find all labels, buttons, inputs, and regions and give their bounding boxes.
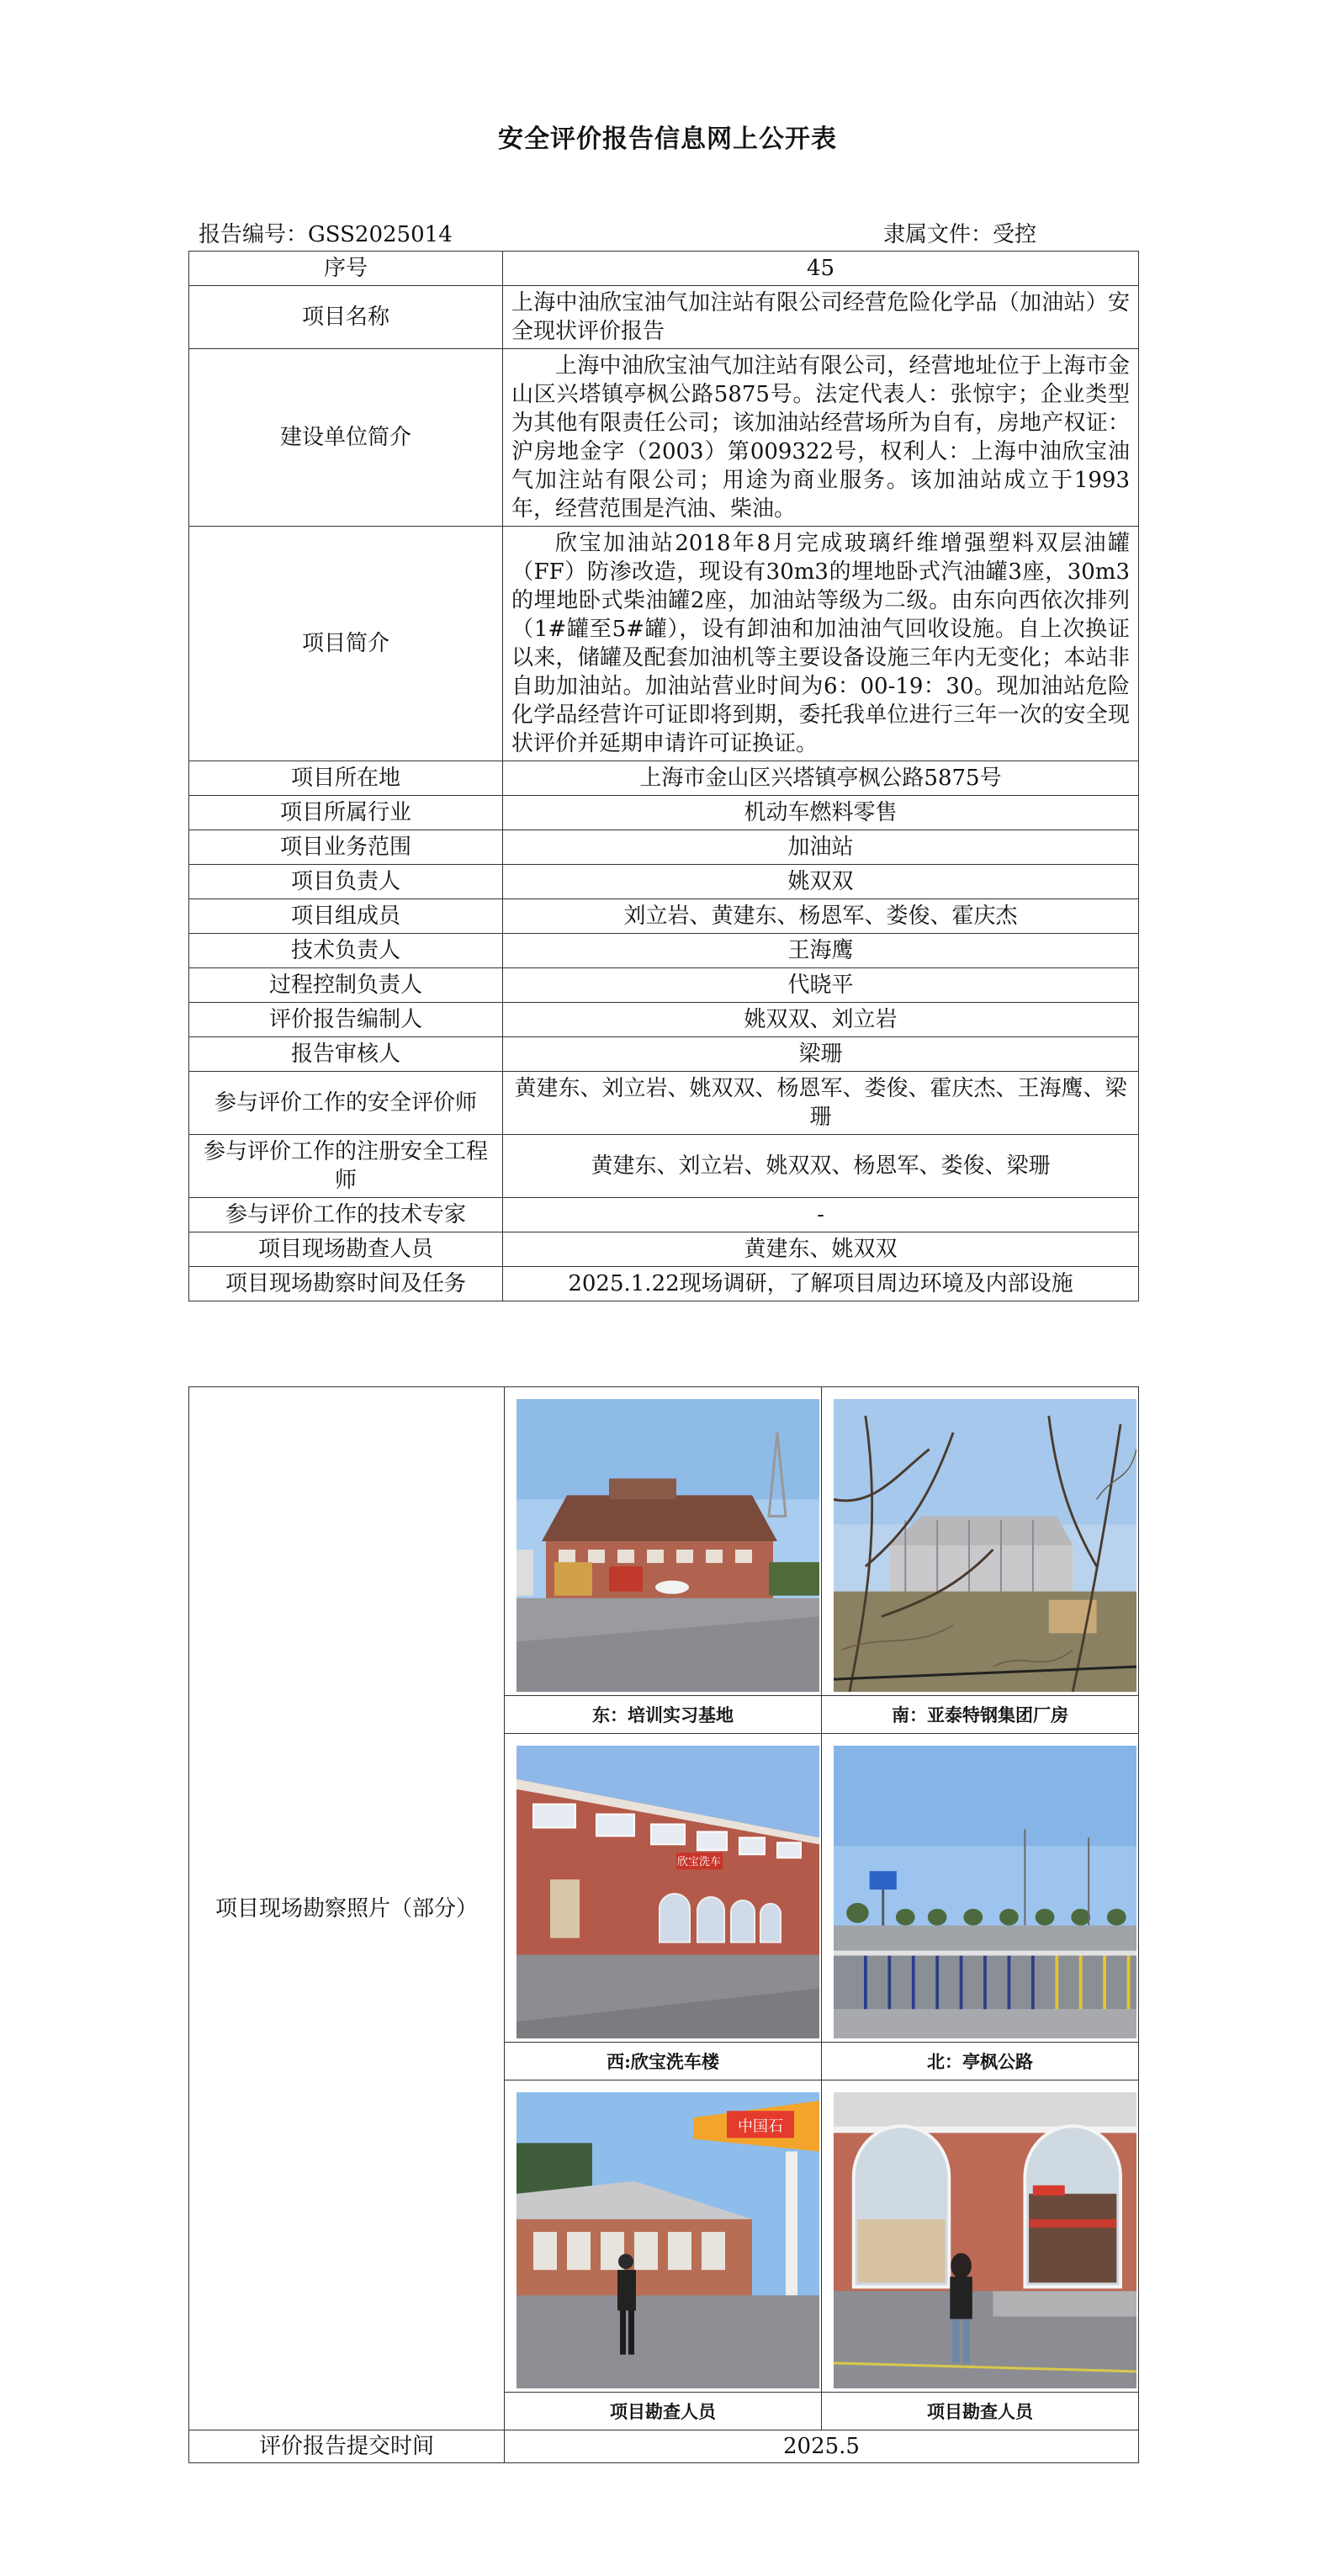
wash-sign-text: 欣宝洗车	[677, 1856, 721, 1869]
table-row	[189, 899, 1139, 934]
photo-table	[188, 1386, 1139, 2463]
photo-west	[505, 1734, 822, 2043]
table-row	[189, 286, 1139, 349]
row-value: 欣宝加油站2018年8月完成玻璃纤维增强塑料双层油罐（FF）防渗改造，现设有30m3的埋地卧式汽油罐3座，30m3的埋地卧式柴油罐2座，加油站等级为二级。由东向西依次排列（1#罐至5#罐），设有卸油和加油油气回收设施。自上次换证以来，储罐及配套加油机等主要设备设施三年内无变化；本站非自助加油站。加油站营业时间为6：00-19：30。现加油站危险化学品经营许可证即将到期，委托我单位进行三年一次的安全现状评价并延期申请许可证换证。	[511, 531, 1130, 756]
table-row	[189, 968, 1139, 1003]
row-value: 刘立岩、黄建东、杨恩军、娄俊、霍庆杰	[503, 899, 1139, 934]
row-value: 姚双双	[503, 865, 1139, 899]
row-label: 项目简介	[189, 527, 503, 761]
row-label: 项目业务范围	[189, 830, 503, 865]
photo-west-image	[517, 1746, 819, 2038]
row-value: 代晓平	[503, 968, 1139, 1003]
row-label: 项目组成员	[189, 899, 503, 934]
row-label: 项目名称	[189, 286, 503, 349]
photo-caption: 南：亚泰特钢集团厂房	[822, 1696, 1139, 1734]
row-value: 黄建东、姚双双	[503, 1232, 1139, 1267]
row-value: 黄建东、刘立岩、姚双双、杨恩军、娄俊、霍庆杰、王海鹰、梁珊	[503, 1072, 1139, 1135]
row-value: 上海市金山区兴塔镇亭枫公路5875号	[503, 761, 1139, 796]
table-row	[189, 830, 1139, 865]
row-value: 45	[503, 252, 1139, 286]
photo-caption: 项目勘查人员	[505, 2393, 822, 2430]
row-value: 姚双双、刘立岩	[503, 1003, 1139, 1037]
row-label: 项目现场勘察时间及任务	[189, 1267, 503, 1301]
row-label: 建设单位简介	[189, 349, 503, 527]
row-label: 参与评价工作的技术专家	[189, 1198, 503, 1232]
photo-south	[822, 1387, 1139, 1696]
row-label: 项目现场勘查人员	[189, 1232, 503, 1267]
table-row	[189, 1072, 1139, 1135]
table-row	[189, 2430, 1139, 2463]
photo-inspector-1-image	[517, 2092, 819, 2388]
row-label: 过程控制负责人	[189, 968, 503, 1003]
row-value: 加油站	[503, 830, 1139, 865]
report-number: 报告编号：GSS2025014	[199, 222, 453, 247]
table-row	[189, 865, 1139, 899]
row-value: 上海中油欣宝油气加注站有限公司经营危险化学品（加油站）安全现状评价报告	[503, 286, 1139, 349]
row-label: 参与评价工作的注册安全工程师	[189, 1135, 503, 1198]
table-row	[189, 796, 1139, 830]
station-sign-text: 中国石	[738, 2118, 783, 2136]
row-value: -	[503, 1198, 1139, 1232]
row-label: 技术负责人	[189, 934, 503, 968]
row-value: 梁珊	[503, 1037, 1139, 1072]
page-title: 安全评价报告信息网上公开表	[498, 125, 837, 154]
row-label: 项目所在地	[189, 761, 503, 796]
table-row	[189, 1003, 1139, 1037]
table-row	[189, 1267, 1139, 1301]
table-row	[189, 1232, 1139, 1267]
table-row	[189, 1198, 1139, 1232]
photo-east	[505, 1387, 822, 1696]
row-label: 报告审核人	[189, 1037, 503, 1072]
row-label: 参与评价工作的安全评价师	[189, 1072, 503, 1135]
info-table	[188, 251, 1139, 1301]
table-row	[189, 349, 1139, 527]
submit-time-label: 评价报告提交时间	[189, 2430, 505, 2463]
photo-caption: 西:欣宝洗车楼	[505, 2043, 822, 2080]
submit-time-value: 2025.5	[505, 2430, 1139, 2463]
photo-inspector-1	[505, 2080, 822, 2393]
photos-label: 项目现场勘察照片（部分）	[189, 1387, 505, 2430]
table-row	[189, 527, 1139, 761]
row-label: 项目所属行业	[189, 796, 503, 830]
photo-caption: 项目勘查人员	[822, 2393, 1139, 2430]
row-value: 王海鹰	[503, 934, 1139, 968]
table-row	[189, 1037, 1139, 1072]
photo-inspector-2-image	[834, 2092, 1136, 2388]
photo-east-image	[517, 1399, 819, 1692]
table-row	[189, 934, 1139, 968]
row-label: 序号	[189, 252, 503, 286]
photo-caption: 北：亭枫公路	[822, 2043, 1139, 2080]
table-row	[189, 252, 1139, 286]
photo-caption: 东：培训实习基地	[505, 1696, 822, 1734]
table-row	[189, 1135, 1139, 1198]
row-value: 黄建东、刘立岩、姚双双、杨恩军、娄俊、梁珊	[503, 1135, 1139, 1198]
row-value: 2025.1.22现场调研，了解项目周边环境及内部设施	[503, 1267, 1139, 1301]
row-value: 机动车燃料零售	[503, 796, 1139, 830]
document-status: 隶属文件：受控	[883, 222, 1037, 247]
row-label: 项目负责人	[189, 865, 503, 899]
photo-inspector-2	[822, 2080, 1139, 2393]
photo-south-image	[834, 1399, 1136, 1692]
photo-north	[822, 1734, 1139, 2043]
row-label: 评价报告编制人	[189, 1003, 503, 1037]
table-row	[189, 761, 1139, 796]
photo-north-image	[834, 1746, 1136, 2038]
row-value: 上海中油欣宝油气加注站有限公司，经营地址位于上海市金山区兴塔镇亭枫公路5875号。法定代表人：张惊宇；企业类型为其他有限责任公司；该加油站经营场所为自有，房地产权证：沪房地金字（2003）第009322号，权利人：上海中油欣宝油气加注站有限公司；用途为商业服务。该加油站成立于1993年，经营范围是汽油、柴油。	[511, 353, 1130, 522]
